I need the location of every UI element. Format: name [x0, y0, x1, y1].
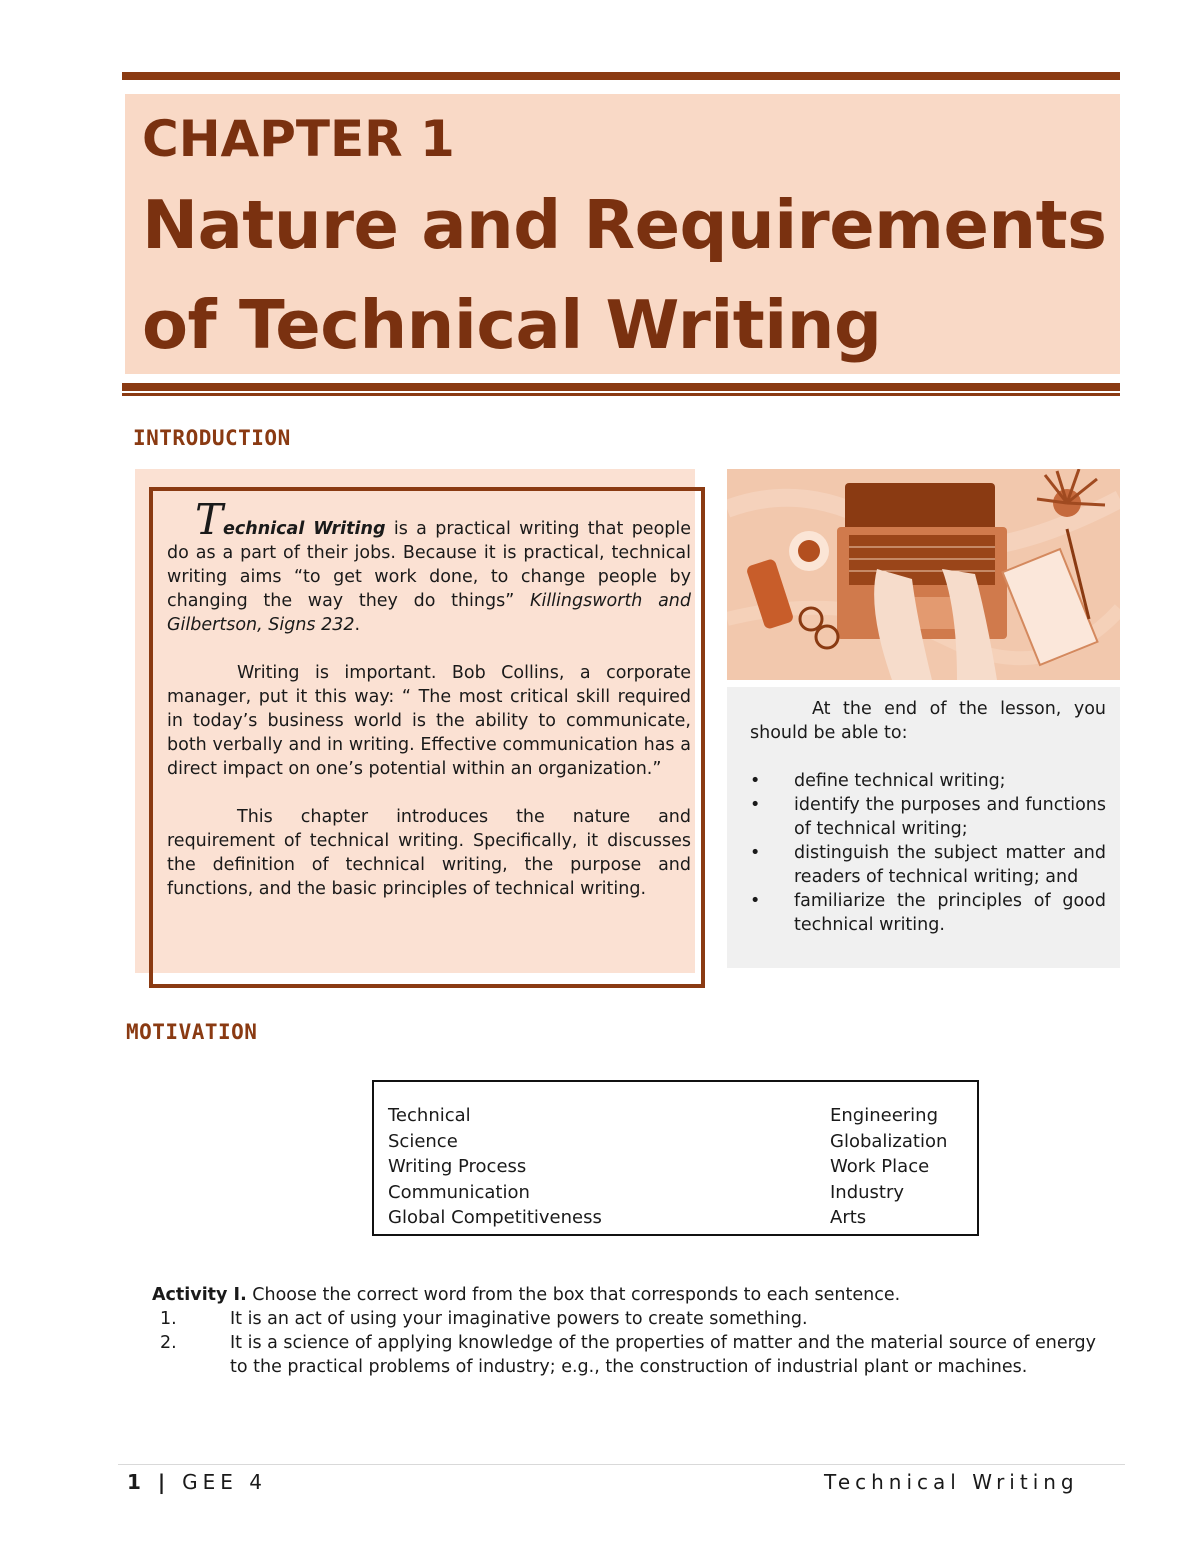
item-text: It is an act of using your imaginative powers to create something.	[230, 1309, 808, 1329]
item-text: It is a science of applying knowledge of the properties of matter and the material source of energy to the practical problems of industry; e.g., the construction of industrial plant or machines.	[230, 1333, 1096, 1377]
objective-item	[750, 793, 1106, 841]
introduction-text	[167, 495, 692, 925]
activity-label: Activity I.	[152, 1285, 247, 1305]
chapter-title-line2: of Technical Writing	[142, 286, 882, 364]
intro-p1-text: is a practical writing that people do as a part of their jobs. Because it is practical, technical writing aims “to get work done, to change people by changing the way they do things”	[167, 519, 692, 611]
activity-item	[152, 1307, 1112, 1331]
objective-item	[750, 769, 1106, 793]
word-item: Arts	[830, 1207, 867, 1228]
activity-instruction-text: Choose the correct word from the box that corresponds to each sentence.	[246, 1285, 901, 1305]
motivation-heading: MOTIVATION	[126, 1020, 258, 1044]
bullet-icon: •	[750, 843, 761, 863]
workspace-illustration	[727, 469, 1120, 680]
bullet-icon: •	[750, 771, 761, 791]
page-number: 1	[127, 1470, 146, 1494]
intro-p1-end: .	[354, 615, 361, 635]
intro-paragraph-1	[167, 495, 692, 637]
footer-left	[127, 1470, 267, 1494]
word-item: Industry	[830, 1181, 905, 1203]
word-item: Global Competitiveness	[388, 1207, 602, 1228]
objective-item	[750, 889, 1106, 937]
word-item: Work Place	[830, 1156, 930, 1177]
activity-item	[152, 1331, 1110, 1379]
citation: Killingsworth and Gilbertson, Signs 232	[167, 591, 691, 635]
objective-text: define technical writing;	[794, 771, 1006, 791]
item-number: 2.	[160, 1333, 177, 1353]
activity-section	[152, 1283, 1112, 1379]
top-rule	[122, 72, 1120, 80]
objective-text: familiarize the principles of good technical writing.	[794, 891, 1106, 935]
objective-text: distinguish the subject matter and readers of technical writing; and	[794, 843, 1106, 887]
footer-divider	[118, 1464, 1125, 1465]
coffee-cup-icon	[789, 531, 829, 571]
intro-paragraph-3: This chapter introduces the nature and requirement of technical writing. Specifically, it discusses the definition of technical writing, the purpose and functions, and the basic principles of technical writing.	[167, 807, 691, 899]
word-item: Engineering	[830, 1105, 938, 1126]
objectives-text	[750, 697, 1106, 937]
footer-subject: Technical Writing	[824, 1470, 1079, 1494]
bullet-icon: •	[750, 891, 761, 911]
lead-term: echnical Writing	[223, 519, 386, 539]
intro-paragraph-2: Writing is important. Bob Collins, a corporate manager, put it this way: “ The most critical skill required in today’s business world is the ability to communicate, both verbally and in writing. Effective communication has a direct impact on one’s potential within an organization.”	[167, 663, 691, 779]
objectives-list	[750, 769, 1106, 937]
footer-separator: |	[145, 1470, 183, 1494]
bottom-rule	[122, 383, 1120, 391]
chapter-title-line1: Nature and Requirements	[142, 186, 1107, 264]
objective-item	[750, 841, 1106, 889]
introduction-heading: INTRODUCTION	[133, 426, 291, 450]
word-column-left	[388, 1103, 602, 1231]
word-item: Writing Process	[388, 1156, 527, 1177]
item-number: 1.	[160, 1309, 177, 1329]
objectives-intro: At the end of the lesson, you should be able to:	[750, 699, 1106, 743]
word-item: Communication	[388, 1181, 530, 1203]
bullet-icon: •	[750, 795, 761, 815]
objective-text: identify the purposes and functions of technical writing;	[794, 795, 1106, 839]
word-column-right	[830, 1103, 947, 1231]
drop-cap: T	[195, 495, 224, 544]
course-code: GEE 4	[182, 1470, 268, 1494]
laptop-desk-image	[727, 469, 1120, 680]
word-item: Technical	[388, 1105, 471, 1126]
chapter-label: CHAPTER 1	[142, 110, 455, 168]
word-item: Globalization	[830, 1130, 948, 1152]
bottom-rule-thin	[122, 393, 1120, 396]
word-item: Science	[388, 1130, 458, 1152]
activity-instruction	[152, 1283, 1112, 1307]
